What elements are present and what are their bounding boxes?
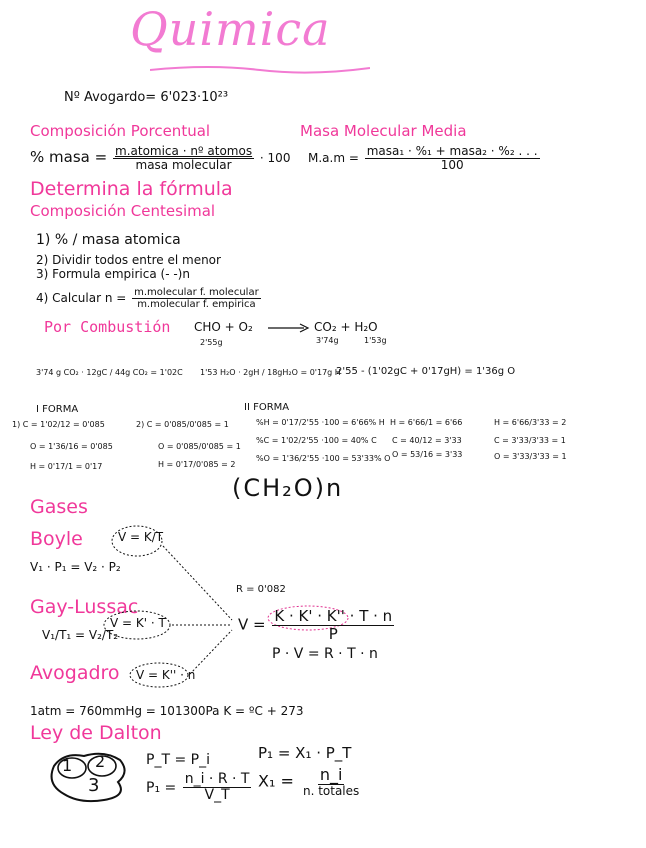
mass-co2: 3'74g bbox=[316, 336, 339, 345]
heading-forma-2: II FORMA bbox=[244, 402, 290, 413]
forma1-h: H = 0'17/1 = 0'17 bbox=[30, 462, 103, 471]
calc-oxygen: 2'55 - (1'02gC + 0'17gH) = 1'36g O bbox=[336, 366, 516, 377]
forma2-h-ratio: H = 6'66/3'33 = 2 bbox=[494, 418, 567, 427]
forma1-c: 1) C = 1'02/12 = 0'085 bbox=[12, 420, 105, 429]
dalton-pt: P_T = P_i bbox=[146, 752, 210, 768]
heading-gases: Gases bbox=[30, 496, 88, 518]
mass-cho: 2'55g bbox=[200, 338, 223, 347]
forma1-c2: 2) C = 0'085/0'085 = 1 bbox=[136, 420, 229, 429]
forma1-o: O = 1'36/16 = 0'085 bbox=[30, 442, 113, 451]
v-num-wrap bbox=[272, 608, 394, 626]
forma2-o: O = 53/16 = 3'33 bbox=[392, 450, 463, 459]
blob-label-3: 3 bbox=[88, 775, 102, 796]
formula-result: (CH₂O)n bbox=[232, 474, 344, 502]
gay-lussac-equation: V₁/T₁ = V₂/T₂ bbox=[42, 628, 119, 642]
forma2-pct-o: %O = 1'36/2'55 ·100 = 53'33% O bbox=[256, 454, 391, 463]
dalton-x1 bbox=[258, 766, 363, 798]
forma2-c-ratio: C = 3'33/3'33 = 1 bbox=[494, 436, 566, 445]
v-tail: · T · n bbox=[349, 607, 393, 625]
forma2-h: H = 6'66/1 = 6'66 bbox=[390, 418, 463, 427]
heading-composicion-porcentual: Composición Porcentual bbox=[30, 122, 211, 140]
heading-ley-dalton: Ley de Dalton bbox=[30, 722, 162, 744]
step-4-lhs: 4) Calcular n = bbox=[36, 291, 127, 305]
heading-masa-molecular-media: Masa Molecular Media bbox=[300, 122, 467, 140]
heading-avogadro: Avogadro bbox=[30, 662, 120, 684]
step-3: 3) Formula empirica (- -)n bbox=[36, 267, 190, 281]
forma1-h2: H = 0'17/0'085 = 2 bbox=[158, 460, 236, 469]
calc-hydrogen: 1'53 H₂O · 2gH / 18gH₂O = 0'17g H bbox=[200, 368, 341, 377]
v-num: K · K' · K'' bbox=[274, 607, 345, 625]
blob-label-1: 1 bbox=[62, 756, 75, 775]
heading-determina-formula: Determina la fórmula bbox=[30, 178, 233, 200]
mam-lhs: M.a.m = bbox=[308, 151, 359, 166]
step-4-den: m.molecular f. empirica bbox=[137, 299, 256, 310]
forma2-pct-h: %H = 0'17/2'55 ·100 = 6'66% H bbox=[256, 418, 385, 427]
dalton-p1: P₁ = X₁ · P_T bbox=[258, 744, 352, 762]
mam-den: 100 bbox=[440, 158, 464, 173]
v-lhs: V = bbox=[238, 615, 266, 634]
dalton-pi bbox=[146, 772, 253, 804]
porcentual-tail: · 100 bbox=[259, 151, 291, 166]
combined-gas-law bbox=[238, 608, 396, 642]
pi-num: n_i · R · T bbox=[184, 771, 250, 787]
heading-boyle: Boyle bbox=[30, 528, 83, 550]
boyle-law: V = K/T bbox=[118, 530, 164, 544]
forma2-c: C = 40/12 = 3'33 bbox=[392, 436, 462, 445]
combustion-products: CO₂ + H₂O bbox=[314, 320, 378, 334]
heading-composicion-centesimal: Composición Centesimal bbox=[30, 202, 216, 220]
avogadro-law: V = K'' · n bbox=[136, 668, 196, 682]
forma2-o-ratio: O = 3'33/3'33 = 1 bbox=[494, 452, 567, 461]
heading-combustion: Por Combustión bbox=[44, 318, 171, 336]
calc-carbon: 3'74 g CO₂ · 12gC / 44g CO₂ = 1'02C bbox=[36, 368, 183, 377]
gay-lussac-law: V = K' · T bbox=[110, 616, 166, 630]
porcentual-den: masa molecular bbox=[135, 158, 232, 173]
v-den: P bbox=[328, 624, 338, 643]
mam-num: masa₁ · %₁ + masa₂ · %₂ . . . bbox=[366, 144, 538, 158]
heading-forma-1: I FORMA bbox=[36, 404, 79, 415]
x1-num: n_i bbox=[319, 765, 343, 784]
boyle-equation: V₁ · P₁ = V₂ · P₂ bbox=[30, 560, 121, 574]
pi-lhs: P₁ = bbox=[146, 779, 177, 796]
combustion-reactants: CHO + O₂ bbox=[194, 320, 253, 334]
forma2-pct-c: %C = 1'02/2'55 ·100 = 40% C bbox=[256, 436, 377, 445]
step-4-num: m.molecular f. molecular bbox=[134, 287, 259, 298]
unit-conversions: 1atm = 760mmHg = 101300Pa K = ºC + 273 bbox=[30, 704, 304, 718]
porcentual-num: m.atomica · nº atomos bbox=[115, 144, 253, 158]
forma1-o2: O = 0'085/0'085 = 1 bbox=[158, 442, 241, 451]
porcentual-lhs: % masa = bbox=[30, 148, 108, 167]
heading-gay-lussac: Gay-Lussac bbox=[30, 596, 139, 618]
page-title: Quimica bbox=[130, 2, 331, 56]
step-1: 1) % / masa atomica bbox=[36, 232, 181, 248]
x1-lhs: X₁ = bbox=[258, 771, 294, 791]
pi-den: V_T bbox=[204, 787, 230, 804]
blob-label-2: 2 bbox=[95, 752, 108, 771]
avogadro-number: Nº Avogardo= 6'023·10²³ bbox=[64, 90, 229, 105]
ideal-gas-law: P · V = R · T · n bbox=[272, 646, 378, 662]
step-2: 2) Dividir todos entre el menor bbox=[36, 253, 221, 267]
mass-h2o: 1'53g bbox=[364, 336, 387, 345]
x1-den: n. totales bbox=[302, 783, 360, 798]
r-constant: R = 0'082 bbox=[236, 584, 286, 595]
